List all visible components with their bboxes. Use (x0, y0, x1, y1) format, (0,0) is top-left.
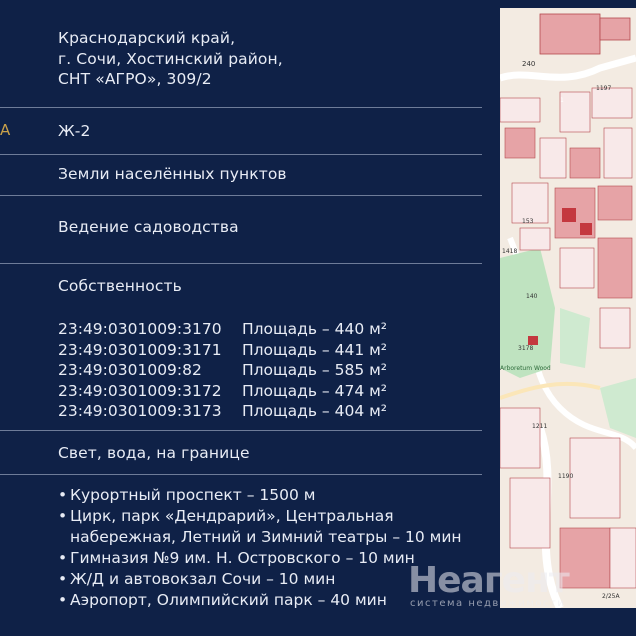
map-label: 1190 (558, 473, 574, 480)
cadastral-map-image (500, 8, 636, 608)
map-label: Arboretum Wood (500, 365, 551, 372)
bullet: • (58, 570, 68, 588)
bullet: • (58, 486, 68, 504)
bullet: • (58, 549, 68, 567)
permitted-use: Ведение садоводства (58, 218, 239, 236)
address-line-1: Краснодарский край, (58, 29, 236, 47)
list-item-text: Курортный проспект – 1500 м (70, 486, 316, 504)
map-label: 1197 (596, 85, 612, 92)
bullet: • (58, 591, 68, 609)
land-category: Земли населённых пунктов (58, 165, 287, 183)
parcel-number: 23:49:0301009:3171 (58, 340, 222, 359)
map-label: 1211 (532, 423, 548, 430)
map-label: 2/25А (602, 593, 620, 600)
parcel-row (58, 360, 387, 381)
ownership: Собственность (58, 277, 182, 295)
watermark-logo: Неагент (408, 560, 569, 601)
list-item-text: Аэропорт, Олимпийский парк – 40 мин (70, 591, 387, 609)
parcel-number: 23:49:0301009:3172 (58, 381, 222, 400)
ownership-row (0, 264, 482, 431)
parcel-row (58, 319, 387, 340)
parcel-area: Площадь – 585 м² (242, 361, 388, 379)
parcel-row (58, 340, 387, 361)
list-item-text: набережная, Летний и Зимний театры – 10 мин (70, 528, 462, 546)
list-item (58, 569, 462, 590)
map-label: 1 (560, 97, 564, 104)
map-label: 140 (526, 293, 538, 300)
list-item (58, 548, 462, 569)
bullet: • (58, 507, 68, 525)
watermark-tagline: система недвижимости (410, 598, 566, 609)
parcel-area: Площадь – 404 м² (242, 402, 388, 420)
list-item (58, 590, 462, 611)
utilities: Свет, вода, на границе (58, 444, 250, 462)
map-label: 153 (522, 218, 534, 225)
map-label: 1418 (502, 248, 518, 255)
parcel-number: 23:49:0301009:3173 (58, 402, 222, 420)
parcel-number: 23:49:0301009:82 (58, 361, 202, 379)
address-line-2: г. Сочи, Хостинский район, (58, 49, 283, 68)
list-item (58, 485, 462, 506)
nearby-list (58, 485, 462, 611)
list-item-text: Ж/Д и автовокзал Сочи – 10 мин (70, 570, 336, 588)
permitted-use-row (0, 196, 482, 264)
parcel-row (58, 381, 387, 402)
list-item-text: Гимназия №9 им. Н. Островского – 10 мин (70, 549, 415, 567)
parcel-area: Площадь – 441 м² (242, 340, 388, 359)
parcels-list (58, 319, 387, 422)
list-item-continuation (58, 527, 462, 548)
parcel-area: Площадь – 474 м² (242, 381, 388, 400)
address-line-3: СНТ «АГРО», 309/2 (58, 70, 212, 88)
zone-row (0, 108, 482, 155)
list-item (58, 506, 462, 527)
map-label: 240 (522, 60, 536, 68)
zone-value: Ж-2 (58, 122, 91, 140)
zone-key: А (0, 121, 11, 139)
map-label: 3178 (518, 345, 534, 352)
land-category-row (0, 155, 482, 196)
address (58, 28, 283, 90)
parcel-area: Площадь – 440 м² (242, 320, 388, 338)
list-item-text: Цирк, парк «Дендрарий», Центральная (70, 507, 394, 525)
cadastral-map[interactable] (500, 8, 636, 608)
address-row (0, 0, 482, 108)
utilities-row (0, 431, 482, 475)
parcel-number: 23:49:0301009:3170 (58, 320, 222, 338)
parcel-row (58, 401, 387, 422)
